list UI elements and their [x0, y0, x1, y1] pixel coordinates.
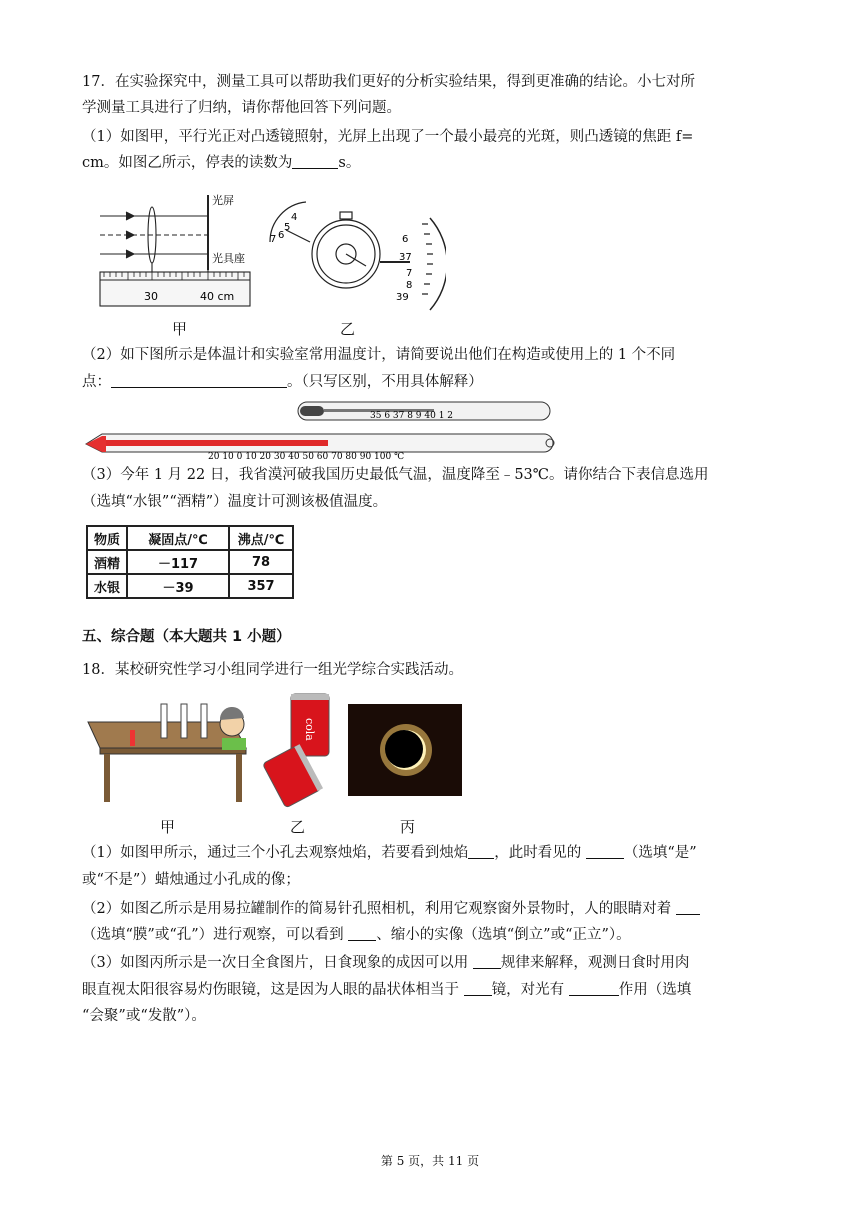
page-footer: 第 5 页，共 11 页: [380, 1154, 480, 1168]
table-row: [87, 574, 293, 598]
can-label: cola: [303, 718, 316, 741]
tick-40cm: 40 cm: [200, 290, 235, 303]
figure-optics-activities: [86, 690, 466, 810]
label-light-screen: 光屏: [212, 194, 234, 207]
q17-part2-line1: （2）如下图所示是体温计和实验室常用温度计，请简要说出他们在构造或使用上的 1 个不同: [82, 347, 676, 363]
table-header-row: [87, 526, 293, 550]
tick-30: 30: [144, 290, 158, 303]
q17-stem-line1: 17．在实验探究中，测量工具可以帮助我们更好的分析实验结果，得到更准确的结论。小七对所: [82, 74, 695, 90]
answer-blank: [464, 981, 492, 996]
caption-yi: 乙: [290, 818, 306, 836]
figure-lens-and-stopwatch: [96, 190, 446, 340]
q17-part1-line1: （1）如图甲，平行光正对凸透镜照射，光屏上出现了一个最小最亮的光斑，则凸透镜的焦距 f=: [82, 129, 694, 145]
lab-scale: 20 10 0 10 20 30 40 50 60 70 80 90 100 ℃: [208, 452, 405, 462]
caption-yi: 乙: [340, 320, 356, 338]
q18-part3-text: （3）如图丙所示是一次日全食图片，日食现象的成因可以用: [82, 955, 469, 971]
q17-stem-line2: 学测量工具进行了归纳，请你帮他回答下列问题。: [82, 100, 401, 116]
answer-blank: [586, 844, 624, 859]
q18-part2-text: （2）如图乙所示是用易拉罐制作的简易针孔照相机，利用它观察窗外景物时，人的眼睛对着: [82, 901, 672, 917]
caption-jia: 甲: [172, 320, 188, 338]
answer-blank: [473, 954, 501, 969]
table-header: 凝固点/℃: [127, 526, 229, 550]
q18-part2-line1: [82, 899, 768, 919]
answer-blank: [111, 373, 287, 388]
q17-part3-line2: （选填“水银”“酒精”）温度计可测该极值温度。: [82, 494, 388, 510]
q17-part3-line1: （3）今年 1 月 22 日，我省漠河破我国历史最低气温，温度降至﹣53℃。请你结合下表信息选用: [82, 467, 709, 483]
caption-bing: 丙: [400, 818, 416, 836]
table-row: [87, 550, 293, 574]
answer-blank: [676, 900, 700, 915]
table-cell: 酒精: [87, 550, 127, 574]
dial-small-7: 7: [270, 234, 277, 245]
q18-part3-line2: [82, 980, 768, 1000]
table-cell: 78: [229, 550, 293, 574]
q18-part2-line2: [82, 925, 768, 945]
figure-thermometers: [82, 398, 562, 462]
dial-small-4: 4: [291, 212, 298, 223]
clinical-scale: 35 6 37 8 9 40 1 2: [370, 411, 454, 421]
q18-part1-line2: 或“不是”）蜡烛通过小孔成的像；: [82, 872, 300, 888]
table-cell: －39: [127, 574, 229, 598]
q18-part2-text-end: 、缩小的实像（选填“倒立”或“正立”）。: [376, 927, 631, 943]
scale-8: 8: [406, 280, 413, 291]
solar-eclipse-photo: [348, 704, 462, 796]
scale-37: 37: [399, 252, 412, 263]
q17-part2-line2: [82, 372, 768, 392]
q18-part3-text-end: 规律来解释，观测日食时用肉: [500, 955, 690, 971]
q17-part1-unit: s。: [338, 155, 361, 171]
q17-part1-line2: [82, 153, 768, 173]
q18-part1-line1: [82, 843, 768, 863]
q18-part3-text: 眼直视太阳很容易灼伤眼镜，这是因为人眼的晶状体相当于: [82, 982, 459, 998]
table-cell: 357: [229, 574, 293, 598]
scale-39: 39: [396, 292, 409, 303]
table-header: 物质: [87, 526, 127, 550]
caption-jia: 甲: [160, 818, 176, 836]
table-cell: －117: [127, 550, 229, 574]
q18-part3-text-end: 作用（选填: [618, 982, 692, 998]
scale-7: 7: [406, 268, 413, 279]
cola-cans: [262, 694, 329, 808]
answer-blank: [569, 981, 619, 996]
table-header: 沸点/℃: [229, 526, 293, 550]
q18-stem: 18．某校研究性学习小组同学进行一组光学综合实践活动。: [82, 662, 463, 678]
label-optical-bench: 光具座: [212, 252, 245, 265]
lab-thermometer: [86, 434, 554, 452]
q18-part2-text: （选填“膜”或“孔”）进行观察，可以看到: [82, 927, 344, 943]
q17-part2-text: 点：: [82, 374, 111, 390]
table-cell: 水银: [87, 574, 127, 598]
q18-part3-text-mid: 镜，对光有: [491, 982, 565, 998]
q18-part1-text-end: （选填“是”: [623, 845, 697, 861]
q18-part3-line1: [82, 953, 768, 973]
q17-part1-text: cm。如图乙所示，停表的读数为: [82, 155, 293, 171]
scale-6: 6: [402, 234, 409, 245]
dial-small-6: 6: [278, 230, 285, 241]
q18-part1-text: （1）如图甲所示，通过三个小孔去观察烛焰，若要看到烛焰: [82, 845, 469, 861]
q17-part2-note: 。（只写区别，不用具体解释）: [287, 374, 483, 390]
q18-part1-text-mid: ，此时看见的: [494, 845, 582, 861]
answer-blank: [348, 926, 376, 941]
data-table: [86, 525, 294, 599]
answer-blank: [468, 844, 494, 859]
q18-part3-line3: “会聚”或“发散”）。: [82, 1008, 206, 1024]
section-title: 五、综合题（本大题共 1 小题）: [82, 629, 291, 645]
pinhole-table-scene: [88, 704, 246, 802]
answer-blank: [292, 154, 338, 169]
dial-small-5: 5: [284, 222, 291, 233]
